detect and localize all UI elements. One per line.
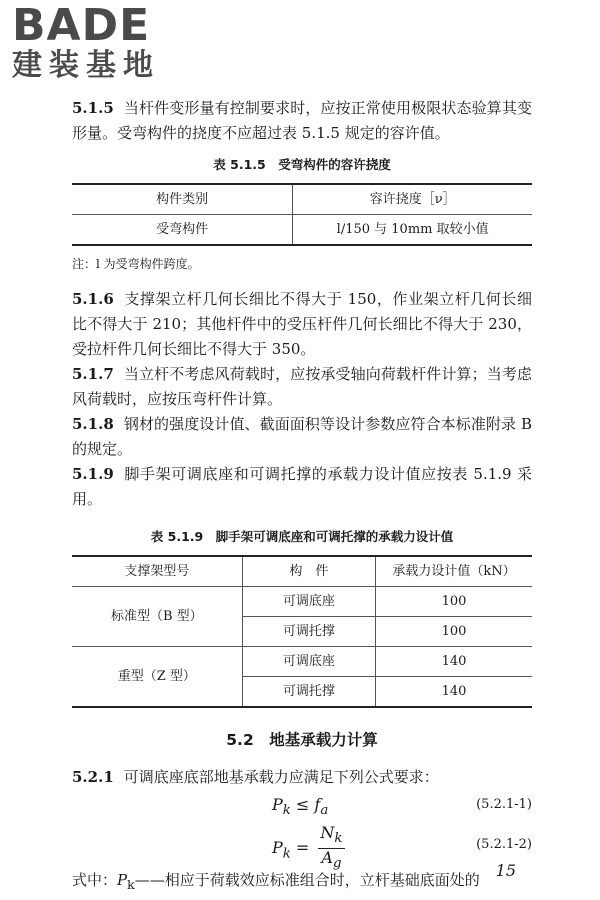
formula-5-2-1-1 (72, 790, 532, 822)
formula-symbol: f (314, 795, 321, 814)
clause-text: 脚手架可调底座和可调托撑的承载力设计值应按表 5.1.9 采用。 (72, 465, 532, 508)
clause-text: 当杆件变形量有控制要求时，应按正常使用极限状态验算其变形量。受弯构件的挠度不应超过表 5.1.5 规定的容许值。 (72, 99, 532, 142)
table-5-1-9 (72, 555, 532, 708)
fraction-numerator (318, 824, 344, 849)
clause-text: 当立杆不考虑风荷载时，应按承受轴向荷载杆件计算；当考虑风荷载时，应按压弯杆件计算。 (72, 365, 532, 408)
table-5-1-9-caption: 表 5.1.9 脚手架可调底座和可调托撑的承载力设计值 (150, 529, 454, 544)
equation-number: (5.2.1-1) (476, 797, 532, 812)
table-row (72, 215, 532, 246)
table-cell: 可调托撑 (242, 677, 375, 708)
table-cell: 可调托撑 (242, 617, 375, 647)
table-cell: 140 (376, 647, 532, 677)
formula-subscript: g (332, 856, 342, 872)
logo-latin-text: BADE (12, 0, 151, 51)
table-header-row (72, 556, 532, 587)
header-cell: 构件类别 (72, 184, 293, 215)
header-cell: 承载力设计值（kN） (376, 556, 532, 587)
clause-number: 5.1.9 (72, 465, 114, 483)
formula-relation: = (290, 838, 315, 858)
type-cell: 重型（Z 型） (72, 647, 242, 708)
clause-number: 5.1.5 (72, 99, 114, 117)
formula-fraction (318, 824, 344, 873)
clause-5-1-5 (72, 96, 532, 146)
clause-text: 钢材的强度设计值、截面面积等设计参数应符合本标准附录 B 的规定。 (72, 415, 532, 458)
table-cell: 可调底座 (242, 647, 375, 677)
clause-number: 5.1.7 (72, 365, 114, 383)
table-5-1-5-caption: 表 5.1.5 受弯构件的容许挠度 (213, 157, 391, 172)
brand-logo (6, 0, 176, 84)
header-cell: 支撑架型号 (72, 556, 242, 587)
formula-symbol: P (272, 795, 283, 814)
clause-number: 5.2.1 (72, 768, 114, 786)
where-text: ——相应于荷载效应标准组合时，立杆基础底面处的 (134, 871, 480, 889)
formula-symbol: P (272, 838, 283, 858)
table-cell: 可调底座 (242, 587, 375, 617)
page-content (72, 96, 532, 897)
table-cell: 140 (376, 677, 532, 708)
formula-symbol: N (320, 823, 335, 842)
type-cell: 标准型（B 型） (72, 587, 242, 647)
where-symbol-subscript: k (127, 877, 135, 892)
header-cell: 容许挠度［ν］ (293, 184, 532, 215)
fraction-denominator (318, 849, 344, 873)
table-cell: 受弯构件 (72, 215, 293, 246)
where-prefix: 式中： (72, 871, 118, 889)
formula-subscript: k (282, 803, 291, 819)
formula-expression (272, 792, 328, 823)
table-cell: l/150 与 10mm 取较小值 (293, 215, 532, 246)
clause-5-1-7 (72, 362, 532, 412)
clause-number: 5.1.8 (72, 415, 114, 433)
equation-number: (5.2.1-2) (476, 837, 532, 852)
section-title: 5.2 地基承载力计算 (226, 731, 378, 749)
formula-expression (272, 824, 345, 873)
table-row (72, 587, 532, 617)
clause-text: 可调底座底部地基承载力应满足下列公式要求： (123, 768, 439, 786)
clause-5-1-8 (72, 412, 532, 462)
clause-number: 5.1.6 (72, 290, 114, 308)
formula-relation: ≤ (290, 795, 315, 814)
logo-chinese-text: 建装基地 (12, 48, 160, 83)
table-cell: 100 (376, 587, 532, 617)
table-note: 注：l 为受弯构件跨度。 (72, 257, 200, 271)
formula-subscript: k (334, 831, 343, 847)
clause-5-2-1 (72, 765, 532, 790)
clause-5-1-9 (72, 462, 532, 512)
formula-subscript: a (320, 803, 329, 819)
where-symbol: P (117, 871, 128, 889)
table-cell: 100 (376, 617, 532, 647)
table-header-row (72, 184, 532, 215)
formula-subscript: k (282, 846, 291, 862)
clause-5-1-6 (72, 287, 532, 362)
formula-symbol: A (321, 848, 333, 868)
header-cell: 构 件 (242, 556, 375, 587)
clause-text: 支撑架立杆几何长细比不得大于 150，作业架立杆几何长细比不得大于 210；其他杆件中的受压杆件几何长细比不得大于 230，受拉杆件几何长细比不得大于 350。 (72, 290, 532, 358)
page-number: 15 (495, 861, 516, 880)
table-5-1-5 (72, 183, 532, 246)
table-row (72, 647, 532, 677)
